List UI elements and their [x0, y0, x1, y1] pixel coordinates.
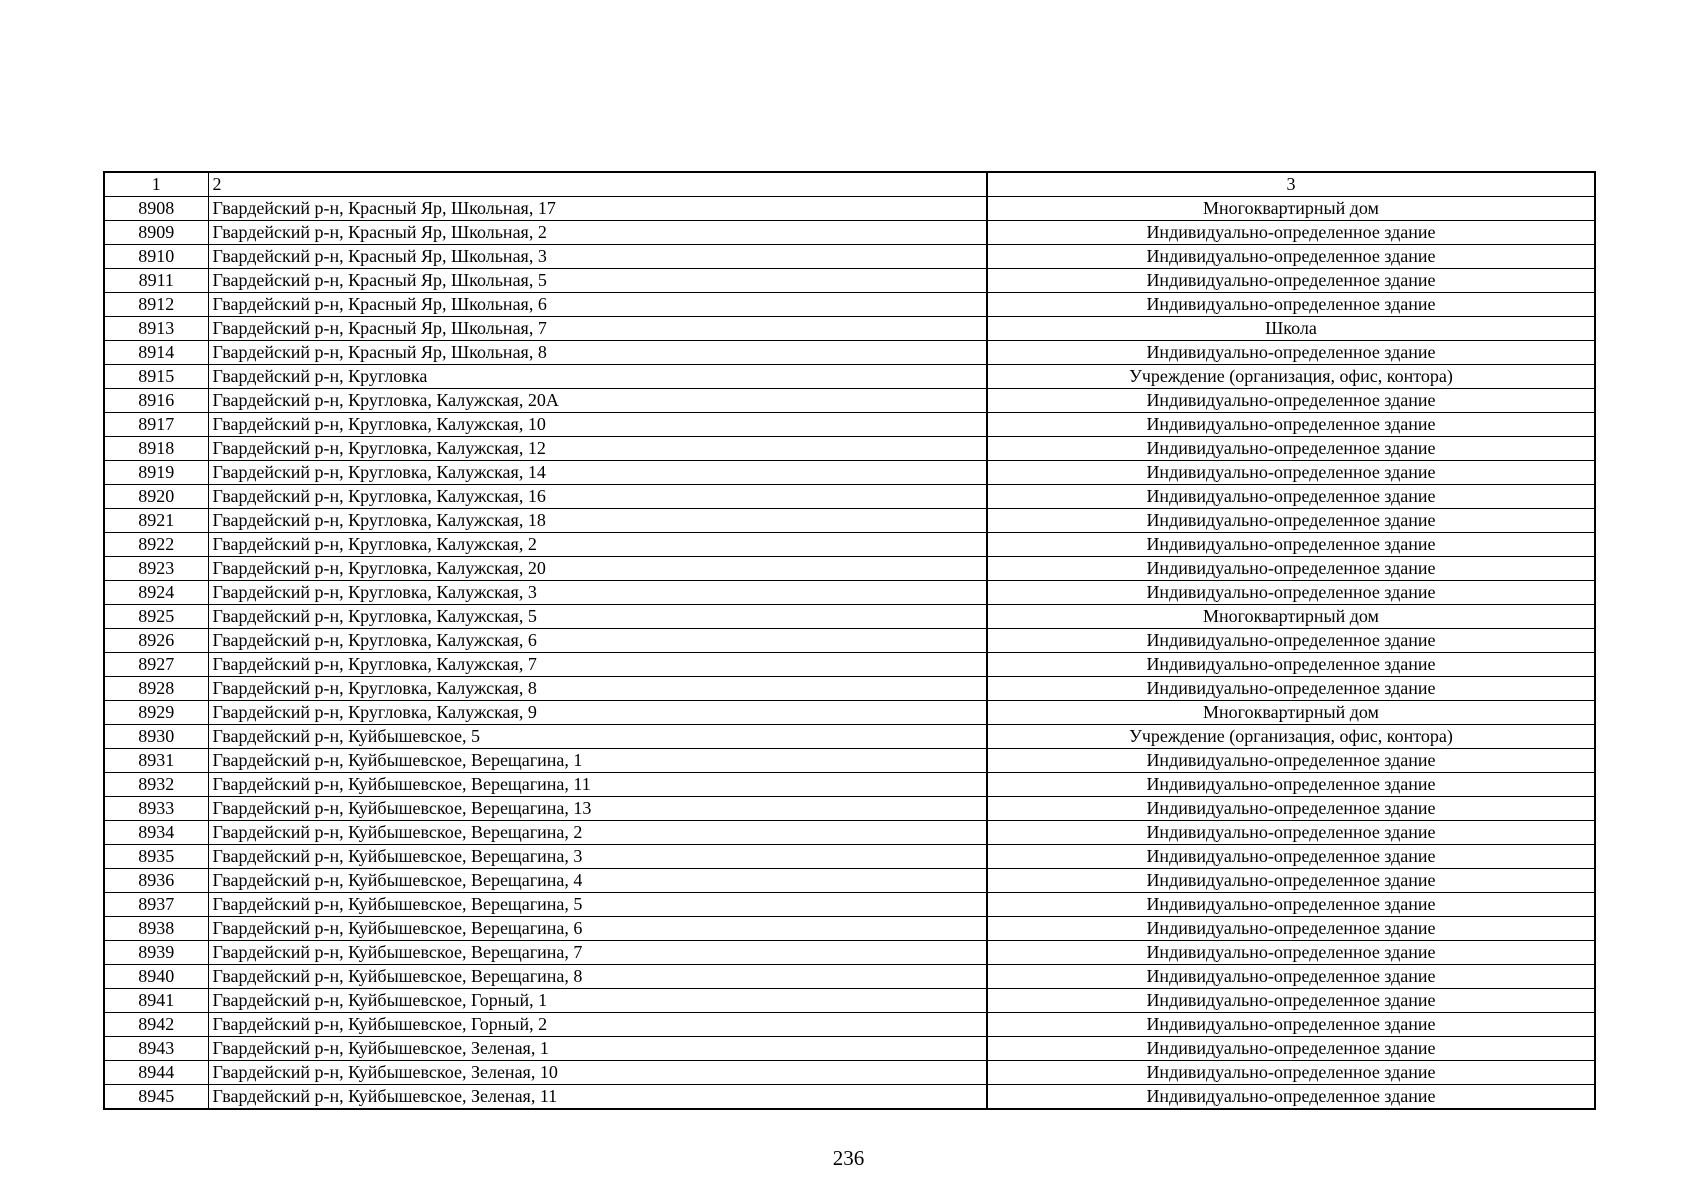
address-cell: Гвардейский р-н, Кругловка, Калужская, 12: [208, 437, 987, 461]
address-cell: Гвардейский р-н, Кругловка, Калужская, 10: [208, 413, 987, 437]
table-row: [104, 317, 1595, 341]
row-number-cell: 8939: [104, 941, 208, 965]
row-number-cell: 8927: [104, 653, 208, 677]
address-cell: Гвардейский р-н, Куйбышевское, Верещагина, 7: [208, 941, 987, 965]
address-cell: Гвардейский р-н, Красный Яр, Школьная, 2: [208, 221, 987, 245]
address-cell: Гвардейский р-н, Красный Яр, Школьная, 17: [208, 197, 987, 221]
address-cell: Гвардейский р-н, Кругловка: [208, 365, 987, 389]
table-row: [104, 269, 1595, 293]
building-type-cell: Индивидуально-определенное здание: [987, 509, 1595, 533]
row-number-cell: 8928: [104, 677, 208, 701]
address-cell: Гвардейский р-н, Куйбышевское, Верещагина, 2: [208, 821, 987, 845]
table-row: [104, 197, 1595, 221]
table-row: [104, 365, 1595, 389]
address-cell: Гвардейский р-н, Кругловка, Калужская, 6: [208, 629, 987, 653]
row-number-cell: 8943: [104, 1037, 208, 1061]
table-row: [104, 749, 1595, 773]
table-row: [104, 1061, 1595, 1085]
table-row: [104, 653, 1595, 677]
building-type-cell: Индивидуально-определенное здание: [987, 341, 1595, 365]
table-row: [104, 1037, 1595, 1061]
address-cell: Гвардейский р-н, Куйбышевское, Верещагина, 11: [208, 773, 987, 797]
column-number-3: 3: [987, 172, 1595, 197]
row-number-cell: 8913: [104, 317, 208, 341]
building-type-cell: Индивидуально-определенное здание: [987, 797, 1595, 821]
row-number-cell: 8940: [104, 965, 208, 989]
table-row: [104, 869, 1595, 893]
building-type-cell: Индивидуально-определенное здание: [987, 1061, 1595, 1085]
building-type-cell: Индивидуально-определенное здание: [987, 749, 1595, 773]
address-cell: Гвардейский р-н, Красный Яр, Школьная, 6: [208, 293, 987, 317]
building-type-cell: Школа: [987, 317, 1595, 341]
address-cell: Гвардейский р-н, Куйбышевское, Горный, 2: [208, 1013, 987, 1037]
building-type-cell: Индивидуально-определенное здание: [987, 773, 1595, 797]
table-row: [104, 845, 1595, 869]
registry-table: [103, 171, 1596, 1110]
address-cell: Гвардейский р-н, Куйбышевское, Верещагина, 5: [208, 893, 987, 917]
building-type-cell: Многоквартирный дом: [987, 701, 1595, 725]
building-type-cell: Индивидуально-определенное здание: [987, 653, 1595, 677]
row-number-cell: 8933: [104, 797, 208, 821]
building-type-cell: Индивидуально-определенное здание: [987, 1013, 1595, 1037]
row-number-cell: 8945: [104, 1085, 208, 1110]
table-header-row: [104, 172, 1595, 197]
row-number-cell: 8915: [104, 365, 208, 389]
row-number-cell: 8910: [104, 245, 208, 269]
table-row: [104, 557, 1595, 581]
address-cell: Гвардейский р-н, Кругловка, Калужская, 8: [208, 677, 987, 701]
row-number-cell: 8911: [104, 269, 208, 293]
table-row: [104, 989, 1595, 1013]
row-number-cell: 8932: [104, 773, 208, 797]
building-type-cell: Учреждение (организация, офис, контора): [987, 365, 1595, 389]
table-row: [104, 221, 1595, 245]
row-number-cell: 8909: [104, 221, 208, 245]
table-row: [104, 773, 1595, 797]
address-cell: Гвардейский р-н, Кругловка, Калужская, 9: [208, 701, 987, 725]
building-type-cell: Учреждение (организация, офис, контора): [987, 725, 1595, 749]
column-number-2: 2: [208, 172, 987, 197]
address-cell: Гвардейский р-н, Кругловка, Калужская, 7: [208, 653, 987, 677]
row-number-cell: 8931: [104, 749, 208, 773]
address-cell: Гвардейский р-н, Куйбышевское, Верещагина, 1: [208, 749, 987, 773]
building-type-cell: Индивидуально-определенное здание: [987, 845, 1595, 869]
building-type-cell: Индивидуально-определенное здание: [987, 821, 1595, 845]
table-row: [104, 941, 1595, 965]
row-number-cell: 8930: [104, 725, 208, 749]
row-number-cell: 8912: [104, 293, 208, 317]
building-type-cell: Многоквартирный дом: [987, 197, 1595, 221]
table-row: [104, 533, 1595, 557]
table-row: [104, 413, 1595, 437]
row-number-cell: 8934: [104, 821, 208, 845]
page-number: 236: [832, 1146, 865, 1170]
address-cell: Гвардейский р-н, Куйбышевское, Верещагина, 3: [208, 845, 987, 869]
row-number-cell: 8922: [104, 533, 208, 557]
address-cell: Гвардейский р-н, Кругловка, Калужская, 16: [208, 485, 987, 509]
table-row: [104, 461, 1595, 485]
table-row: [104, 437, 1595, 461]
building-type-cell: Индивидуально-определенное здание: [987, 437, 1595, 461]
building-type-cell: Индивидуально-определенное здание: [987, 941, 1595, 965]
building-type-cell: Индивидуально-определенное здание: [987, 269, 1595, 293]
table-row: [104, 821, 1595, 845]
table-row: [104, 893, 1595, 917]
address-cell: Гвардейский р-н, Куйбышевское, Верещагина, 4: [208, 869, 987, 893]
row-number-cell: 8938: [104, 917, 208, 941]
building-type-cell: Индивидуально-определенное здание: [987, 485, 1595, 509]
address-cell: Гвардейский р-н, Красный Яр, Школьная, 7: [208, 317, 987, 341]
row-number-cell: 8914: [104, 341, 208, 365]
table-row: [104, 389, 1595, 413]
building-type-cell: Индивидуально-определенное здание: [987, 893, 1595, 917]
row-number-cell: 8916: [104, 389, 208, 413]
row-number-cell: 8917: [104, 413, 208, 437]
building-type-cell: Индивидуально-определенное здание: [987, 1037, 1595, 1061]
address-cell: Гвардейский р-н, Куйбышевское, Зеленая, 1: [208, 1037, 987, 1061]
building-type-cell: Индивидуально-определенное здание: [987, 389, 1595, 413]
address-cell: Гвардейский р-н, Куйбышевское, Горный, 1: [208, 989, 987, 1013]
table-row: [104, 245, 1595, 269]
address-cell: Гвардейский р-н, Куйбышевское, Верещагина, 8: [208, 965, 987, 989]
address-cell: Гвардейский р-н, Куйбышевское, Верещагина, 13: [208, 797, 987, 821]
building-type-cell: Индивидуально-определенное здание: [987, 461, 1595, 485]
address-cell: Гвардейский р-н, Кругловка, Калужская, 18: [208, 509, 987, 533]
building-type-cell: Индивидуально-определенное здание: [987, 245, 1595, 269]
row-number-cell: 8925: [104, 605, 208, 629]
table-row: [104, 629, 1595, 653]
building-type-cell: Индивидуально-определенное здание: [987, 557, 1595, 581]
address-cell: Гвардейский р-н, Куйбышевское, Зеленая, 10: [208, 1061, 987, 1085]
table-row: [104, 917, 1595, 941]
building-type-cell: Индивидуально-определенное здание: [987, 581, 1595, 605]
row-number-cell: 8923: [104, 557, 208, 581]
table-row: [104, 509, 1595, 533]
building-type-cell: Индивидуально-определенное здание: [987, 965, 1595, 989]
table-row: [104, 605, 1595, 629]
row-number-cell: 8920: [104, 485, 208, 509]
row-number-cell: 8918: [104, 437, 208, 461]
table-row: [104, 701, 1595, 725]
building-type-cell: Индивидуально-определенное здание: [987, 677, 1595, 701]
address-cell: Гвардейский р-н, Куйбышевское, 5: [208, 725, 987, 749]
column-number-1: 1: [104, 172, 208, 197]
building-type-cell: Индивидуально-определенное здание: [987, 869, 1595, 893]
table-row: [104, 293, 1595, 317]
address-cell: Гвардейский р-н, Красный Яр, Школьная, 3: [208, 245, 987, 269]
row-number-cell: 8942: [104, 1013, 208, 1037]
address-cell: Гвардейский р-н, Кругловка, Калужская, 3: [208, 581, 987, 605]
building-type-cell: Индивидуально-определенное здание: [987, 989, 1595, 1013]
row-number-cell: 8941: [104, 989, 208, 1013]
table-row: [104, 965, 1595, 989]
row-number-cell: 8936: [104, 869, 208, 893]
row-number-cell: 8924: [104, 581, 208, 605]
address-cell: Гвардейский р-н, Кругловка, Калужская, 14: [208, 461, 987, 485]
row-number-cell: 8935: [104, 845, 208, 869]
registry-table-body: [104, 172, 1595, 1109]
table-row: [104, 725, 1595, 749]
table-row: [104, 485, 1595, 509]
row-number-cell: 8929: [104, 701, 208, 725]
building-type-cell: Индивидуально-определенное здание: [987, 629, 1595, 653]
address-cell: Гвардейский р-н, Красный Яр, Школьная, 8: [208, 341, 987, 365]
address-cell: Гвардейский р-н, Куйбышевское, Верещагина, 6: [208, 917, 987, 941]
table-row: [104, 1085, 1595, 1110]
address-cell: Гвардейский р-н, Кругловка, Калужская, 20А: [208, 389, 987, 413]
address-cell: Гвардейский р-н, Кругловка, Калужская, 2: [208, 533, 987, 557]
row-number-cell: 8919: [104, 461, 208, 485]
address-cell: Гвардейский р-н, Кругловка, Калужская, 5: [208, 605, 987, 629]
table-row: [104, 341, 1595, 365]
row-number-cell: 8921: [104, 509, 208, 533]
table-row: [104, 581, 1595, 605]
building-type-cell: Индивидуально-определенное здание: [987, 533, 1595, 557]
address-cell: Гвардейский р-н, Красный Яр, Школьная, 5: [208, 269, 987, 293]
building-type-cell: Индивидуально-определенное здание: [987, 293, 1595, 317]
table-row: [104, 1013, 1595, 1037]
building-type-cell: Индивидуально-определенное здание: [987, 221, 1595, 245]
row-number-cell: 8937: [104, 893, 208, 917]
building-type-cell: Индивидуально-определенное здание: [987, 917, 1595, 941]
table-row: [104, 677, 1595, 701]
table-row: [104, 797, 1595, 821]
row-number-cell: 8926: [104, 629, 208, 653]
row-number-cell: 8908: [104, 197, 208, 221]
building-type-cell: Многоквартирный дом: [987, 605, 1595, 629]
row-number-cell: 8944: [104, 1061, 208, 1085]
building-type-cell: Индивидуально-определенное здание: [987, 413, 1595, 437]
building-type-cell: Индивидуально-определенное здание: [987, 1085, 1595, 1110]
address-cell: Гвардейский р-н, Кругловка, Калужская, 20: [208, 557, 987, 581]
address-cell: Гвардейский р-н, Куйбышевское, Зеленая, 11: [208, 1085, 987, 1110]
